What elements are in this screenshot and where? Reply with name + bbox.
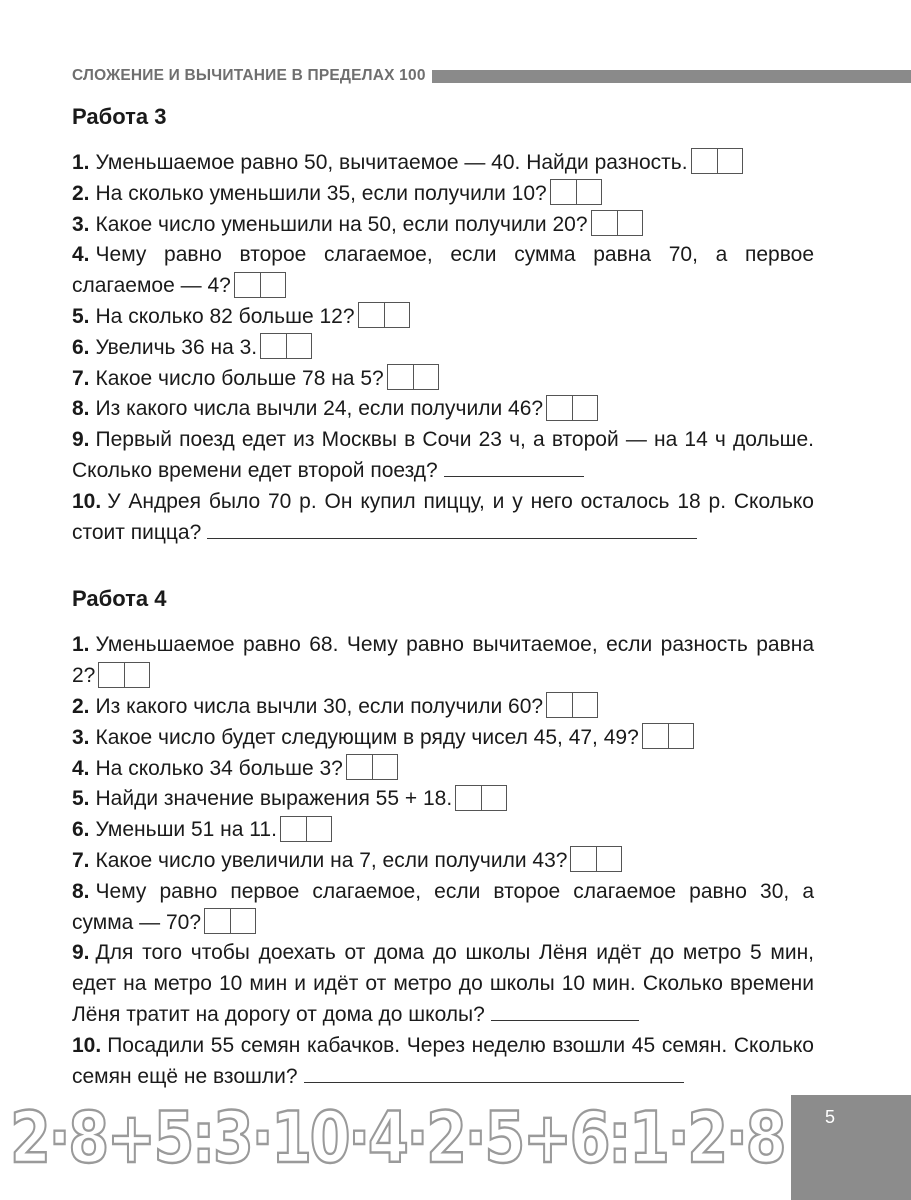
task-text: Для того чтобы доехать от дома до школы Лёня идёт до метро 5 мин, едет на метро 10 мин и идёт от метро до школы 10 мин. Сколько времени Лёня тратит на дорогу от дома до школы?: [72, 941, 814, 1026]
section-title: Работа 3: [72, 104, 167, 129]
task-text: У Андрея было 70 р. Он купил пиццу, и у него осталось 18 р. Сколько стоит пицца?: [72, 489, 814, 544]
task-item: [72, 333, 814, 364]
task-text: Из какого числа вычли 24, если получили 46?: [95, 397, 544, 421]
answer-box[interactable]: [280, 816, 332, 842]
task-number: 6.: [72, 335, 90, 359]
task-item: [72, 846, 814, 877]
task-text: Какое число будет следующим в ряду чисел 45, 47, 49?: [95, 725, 639, 749]
page-number: 5: [824, 1107, 835, 1127]
task-item: [72, 425, 814, 487]
task-text: На сколько 82 больше 12?: [95, 304, 355, 328]
answer-box[interactable]: [346, 754, 398, 780]
header-bar: [432, 70, 911, 83]
task-text: Какое число увеличили на 7, если получили 43?: [95, 848, 568, 872]
task-item: [72, 148, 814, 179]
task-item: [72, 1031, 814, 1093]
task-number: 8.: [72, 397, 90, 421]
answer-box[interactable]: [455, 785, 507, 811]
task-item: [72, 754, 814, 785]
task-item: [72, 487, 814, 549]
answer-box[interactable]: [591, 210, 643, 236]
task-text: Из какого числа вычли 30, если получили 60?: [95, 694, 544, 718]
decorative-digits: [8, 1094, 788, 1174]
answer-box[interactable]: [546, 692, 598, 718]
task-item: [72, 723, 814, 754]
section-title: Работа 4: [72, 586, 167, 612]
task-number: 7.: [72, 366, 90, 390]
answer-box[interactable]: [642, 723, 694, 749]
task-number: 4.: [72, 756, 90, 780]
task-item: [72, 692, 814, 723]
task-item: [72, 938, 814, 1030]
task-number: 7.: [72, 848, 90, 872]
answer-box[interactable]: [546, 395, 598, 421]
task-text: На сколько уменьшили 35, если получили 10?: [95, 181, 547, 205]
task-item: [72, 784, 814, 815]
page-content: [72, 104, 814, 1092]
task-number: 5.: [72, 787, 90, 811]
decorative-digits-text: 2·8+5:3·10·4·2·5+6:1·2·8: [10, 1097, 784, 1174]
answer-line[interactable]: [444, 476, 584, 477]
task-text: Посадили 55 семян кабачков. Через неделю взошли 45 семян. Сколько семян ещё не взошли?: [72, 1033, 814, 1088]
task-item: [72, 630, 814, 692]
answer-box[interactable]: [691, 148, 743, 174]
answer-box[interactable]: [98, 662, 150, 688]
task-number: 3.: [72, 212, 90, 236]
task-text: Первый поезд едет из Москвы в Сочи 23 ч, а второй — на 14 ч дольше. Сколько времени едет второй поезд?: [72, 428, 814, 482]
task-text: Уменьшаемое равно 68. Чему равно вычитаемое, если разность равна 2?: [72, 633, 814, 688]
task-item: [72, 877, 814, 939]
answer-box[interactable]: [550, 179, 602, 205]
task-number: 5.: [72, 304, 90, 328]
task-text: Найди значение выражения 55 + 18.: [95, 787, 453, 811]
task-item: [72, 240, 814, 302]
task-number: 10.: [72, 1033, 102, 1057]
task-number: 9.: [72, 428, 90, 452]
task-item: [72, 364, 814, 395]
task-text: На сколько 34 больше 3?: [95, 756, 343, 780]
task-number: 10.: [72, 489, 102, 513]
task-text: Уменьшаемое равно 50, вычитаемое — 40. Найди разность.: [95, 151, 688, 174]
task-number: 2.: [72, 181, 90, 205]
answer-box[interactable]: [234, 272, 286, 298]
task-number: 2.: [72, 694, 90, 718]
task-number: 8.: [72, 879, 90, 903]
answer-box[interactable]: [204, 908, 256, 934]
task-number: 1.: [72, 633, 90, 657]
answer-line[interactable]: [491, 1020, 639, 1021]
task-text: Чему равно первое слагаемое, если второе слагаемое равно 30, а сумма — 70?: [72, 879, 814, 934]
task-text: Уменьши 51 на 11.: [95, 818, 277, 842]
answer-line[interactable]: [207, 538, 697, 539]
task-item: [72, 302, 814, 333]
task-text: Чему равно второе слагаемое, если сумма равна 70, а первое слагаемое — 4?: [72, 243, 814, 298]
task-item: [72, 394, 814, 425]
running-header: [72, 66, 911, 86]
answer-box[interactable]: [260, 333, 312, 359]
answer-box[interactable]: [358, 302, 410, 328]
task-item: [72, 179, 814, 210]
task-number: 9.: [72, 941, 90, 965]
section-rabota-4: [72, 586, 814, 1092]
task-number: 4.: [72, 243, 90, 267]
answer-box[interactable]: [387, 364, 439, 390]
task-text: Какое число больше 78 на 5?: [95, 366, 384, 390]
chapter-title: СЛОЖЕНИЕ И ВЫЧИТАНИЕ В ПРЕДЕЛАХ 100: [72, 67, 426, 84]
task-number: 1.: [72, 151, 90, 174]
page-tab: [791, 1095, 911, 1200]
answer-box[interactable]: [570, 846, 622, 872]
answer-line[interactable]: [304, 1082, 684, 1083]
task-item: [72, 210, 814, 241]
section-rabota-3: [72, 104, 814, 548]
task-item: [72, 815, 814, 846]
task-number: 3.: [72, 725, 90, 749]
task-text: Увеличь 36 на 3.: [95, 335, 258, 359]
task-number: 6.: [72, 818, 90, 842]
task-text: Какое число уменьшили на 50, если получили 20?: [95, 212, 588, 236]
